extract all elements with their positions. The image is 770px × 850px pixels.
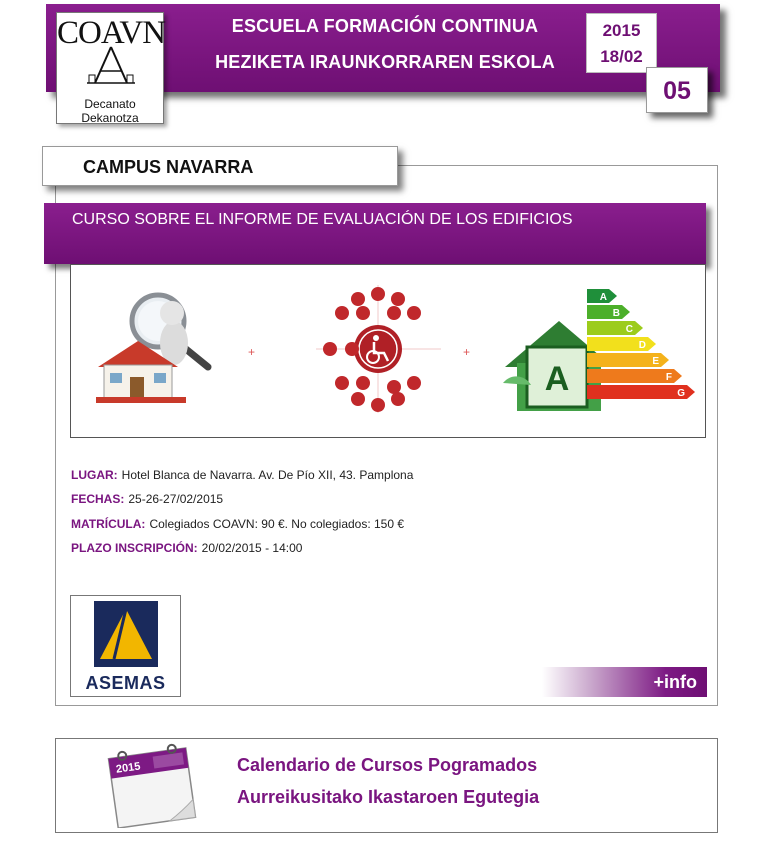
coavn-emblem-icon	[83, 45, 139, 85]
lugar-label: LUGAR:	[71, 468, 118, 482]
detail-plazo	[71, 541, 302, 555]
date-day: 18/02	[600, 47, 643, 66]
coavn-logo[interactable]	[56, 12, 164, 124]
energy-grade-e: E	[652, 356, 659, 367]
more-info-button[interactable]: +info	[542, 667, 707, 697]
fechas-value: 25-26-27/02/2015	[128, 492, 224, 506]
illustration-frame	[70, 264, 706, 438]
asemas-logo[interactable]	[70, 595, 181, 697]
plus-sign: +	[463, 345, 471, 359]
matricula-value: Colegiados COAVN: 90 €. No colegiados: 150 €	[149, 517, 405, 531]
house-inspection-icon	[96, 285, 216, 410]
detail-matricula	[71, 517, 404, 531]
detail-lugar	[71, 468, 413, 482]
energy-bar-b	[587, 305, 630, 319]
plazo-label: PLAZO INSCRIPCIÓN:	[71, 541, 198, 555]
course-title: CURSO SOBRE EL INFORME DE EVALUACIÓN DE LOS EDIFICIOS	[72, 211, 573, 228]
plazo-value: 20/02/2015 - 14:00	[201, 541, 303, 555]
school-title-eu: HEZIKETA IRAUNKORRAREN ESKOLA	[215, 52, 555, 72]
energy-grade-b: B	[612, 308, 620, 319]
date-badge	[586, 13, 657, 73]
logo-subtitle-eu: Dekanotza	[81, 111, 139, 125]
energy-grade-a: A	[599, 292, 607, 303]
logo-subtitle-es: Decanato	[84, 97, 136, 111]
energy-grade-g: G	[677, 388, 685, 399]
energy-rating-icon	[503, 287, 698, 413]
energy-main-letter: A	[544, 360, 570, 398]
logo-wordmark: COAVN	[57, 15, 166, 51]
asemas-wordmark: ASEMAS	[85, 673, 166, 693]
energy-grade-c: C	[625, 324, 633, 335]
energy-bar-c	[587, 321, 643, 335]
accessibility-icons-icon	[316, 283, 441, 415]
detail-fechas	[71, 492, 223, 506]
lugar-value: Hotel Blanca de Navarra. Av. De Pío XII, 43. Pamplona	[121, 468, 414, 482]
date-year: 2015	[602, 21, 641, 40]
energy-grade-f: F	[665, 372, 672, 383]
course-band	[44, 203, 706, 264]
school-title-es: ESCUELA FORMACIÓN CONTINUA	[231, 16, 539, 36]
plus-sign: +	[248, 345, 256, 359]
fechas-label: FECHAS:	[71, 492, 125, 506]
issue-number: 05	[646, 67, 708, 113]
calendar-icon-year: 2015	[115, 760, 142, 776]
asemas-emblem-icon	[94, 601, 158, 667]
energy-grade-d: D	[638, 340, 646, 351]
calendar-title-es[interactable]: Calendario de Cursos Pogramados	[237, 755, 538, 775]
matricula-label: MATRÍCULA:	[71, 517, 146, 531]
campus-label: CAMPUS NAVARRA	[42, 146, 398, 186]
calendar-icon	[105, 743, 200, 828]
calendar-title-eu[interactable]: Aurreikusitako Ikastaroen Egutegia	[237, 787, 540, 807]
